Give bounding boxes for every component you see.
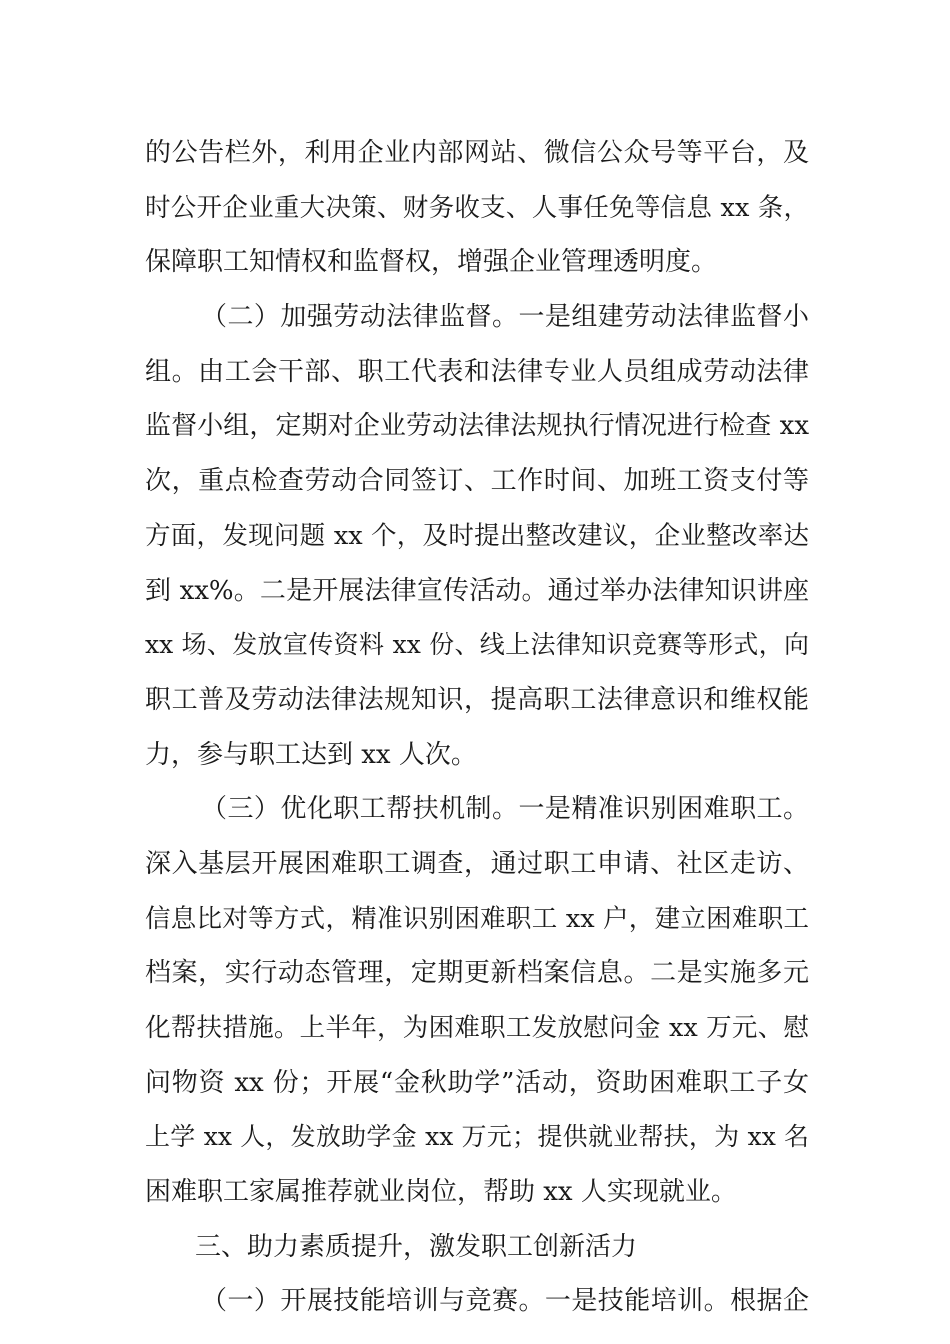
paragraph-start-line: （一）开展技能培训与竞赛。一是技能培训。根据企 [201,1286,809,1317]
text-line: 组。由工会干部、职工代表和法律专业人员组成劳动法律 [145,356,809,387]
text-line: 上学 xx 人，发放助学金 xx 万元；提供就业帮扶，为 xx 名 [145,1122,809,1152]
document-body [145,126,809,1329]
text-line: 信息比对等方式，精准识别困难职工 xx 户，建立困难职工 [145,903,809,934]
text-line: 职工普及劳动法律法规知识，提高职工法律意识和维权能 [145,684,809,715]
section-heading: 三、助力素质提升，激发职工创新活力 [195,1231,638,1262]
text-line: 监督小组，定期对企业劳动法律法规执行情况进行检查 xx [145,411,809,442]
text-line: 到 xx%。二是开展法律宣传活动。通过举办法律知识讲座 [145,575,809,606]
text-line: 档案，实行动态管理，定期更新档案信息。二是实施多元 [145,958,809,989]
text-line: xx 场、发放宣传资料 xx 份、线上法律知识竞赛等形式，向 [145,630,809,660]
text-line: 的公告栏外，利用企业内部网站、微信公众号等平台，及 [145,138,809,168]
text-line: 次，重点检查劳动合同签订、工作时间、加班工资支付等 [145,466,809,497]
text-line: 深入基层开展困难职工调查，通过职工申请、社区走访、 [145,848,809,879]
text-line: 问物资 xx 份；开展“金秋助学”活动，资助困难职工子女 [145,1067,809,1098]
text-line: 化帮扶措施。上半年，为困难职工发放慰问金 xx 万元、慰 [145,1013,809,1043]
paragraph-start-line: （三）优化职工帮扶机制。一是精准识别困难职工。 [201,794,809,825]
paragraph-start-line: （二）加强劳动法律监督。一是组建劳动法律监督小 [201,302,809,333]
text-line: 力，参与职工达到 xx 人次。 [145,739,477,770]
text-line: 保障职工知情权和监督权，增强企业管理透明度。 [145,247,718,278]
text-line: 方面，发现问题 xx 个，及时提出整改建议，企业整改率达 [145,520,809,551]
text-line: 困难职工家属推荐就业岗位，帮助 xx 人实现就业。 [145,1177,737,1208]
text-line: 时公开企业重大决策、财务收支、人事任免等信息 xx 条， [145,192,809,223]
